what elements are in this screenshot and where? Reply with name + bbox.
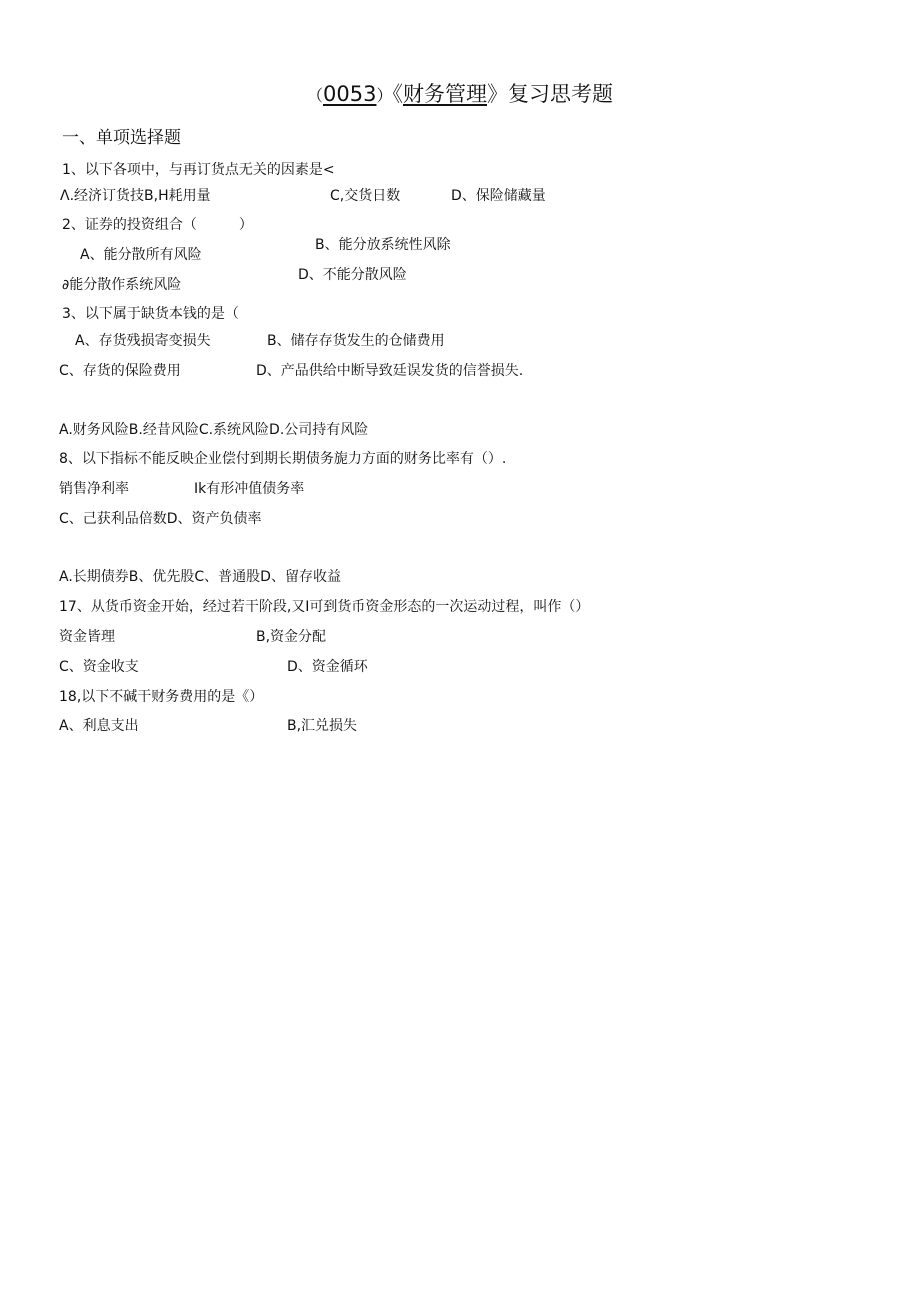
title-rest: 复习思考题 — [507, 82, 613, 106]
question-8-options-cd: C、己获利品倍数D、资产负债率 — [59, 511, 262, 527]
title-open-paren: （ — [307, 86, 324, 105]
question-17-option-a: 资金皆理 — [59, 629, 115, 645]
question-18: 18,以下不碱干财务费用的是《） — [59, 689, 264, 705]
question-3: 3、以下属于缺货本钱的是（ — [62, 306, 239, 322]
question-18-option-a: A、利息支出 — [59, 718, 139, 734]
question-3-option-a: A、存货残损寄变损失 — [75, 333, 211, 349]
course-code: 0053 — [323, 82, 377, 106]
risk-options-line: A.财务风险B.经昔风险C.系统风险D.公司持有风险 — [59, 422, 369, 438]
question-3-option-b: B、储存存货发生的仓储费用 — [267, 333, 445, 349]
question-2-option-a: A、能分散所有风险 — [80, 247, 202, 263]
course-name: 财务管理 — [402, 82, 487, 106]
question-2-option-d: D、不能分散风险 — [298, 267, 407, 283]
question-2-option-b: B、能分放系统性风除 — [315, 237, 451, 253]
title-open-book-mark: 《 — [392, 82, 403, 106]
capital-options-line: A.长期债券B、优先股C、普通股D、留存收益 — [59, 569, 341, 585]
question-3-option-c: C、存货的保险费用 — [59, 363, 181, 379]
question-17-option-b: B,资金分配 — [256, 629, 327, 645]
question-18-option-b: B,汇兑损失 — [287, 718, 358, 734]
question-2: 2、证券的投资组合（ ） — [62, 217, 253, 233]
question-1-option-d: D、保险储藏量 — [451, 188, 546, 204]
section-heading-single-choice: 一、单项选择题 — [62, 128, 181, 148]
title-close-paren: ） — [376, 86, 393, 105]
question-1-option-c: C,交货日数 — [330, 188, 401, 204]
question-17-option-c: C、资金收支 — [59, 659, 139, 675]
title-close-book-mark: 》 — [486, 82, 508, 106]
question-8-option-a: 销售净利率 — [59, 481, 129, 497]
question-1-option-a: Λ.经济订货技B,H耗用量 — [60, 188, 211, 204]
document-title — [0, 79, 920, 111]
question-3-option-d: D、产品供给中断导致廷误发货的信誉损失. — [256, 363, 524, 379]
question-17-option-d: D、资金循环 — [287, 659, 368, 675]
question-1: 1、以下各项中，与再订货点无关的因素是< — [62, 162, 335, 178]
question-2-option-c: ∂能分散作系统风险 — [62, 277, 182, 293]
question-8: 8、以下指标不能反映企业偿付到期长期债务旎力方面的财务比率有（）. — [59, 451, 507, 467]
question-17: 17、从货币资金开始，经过若干阶段,又I可到货币资金形态的一次运动过程，叫作（） — [59, 599, 590, 615]
question-8-option-b: Ik有形冲值债务率 — [194, 481, 305, 497]
